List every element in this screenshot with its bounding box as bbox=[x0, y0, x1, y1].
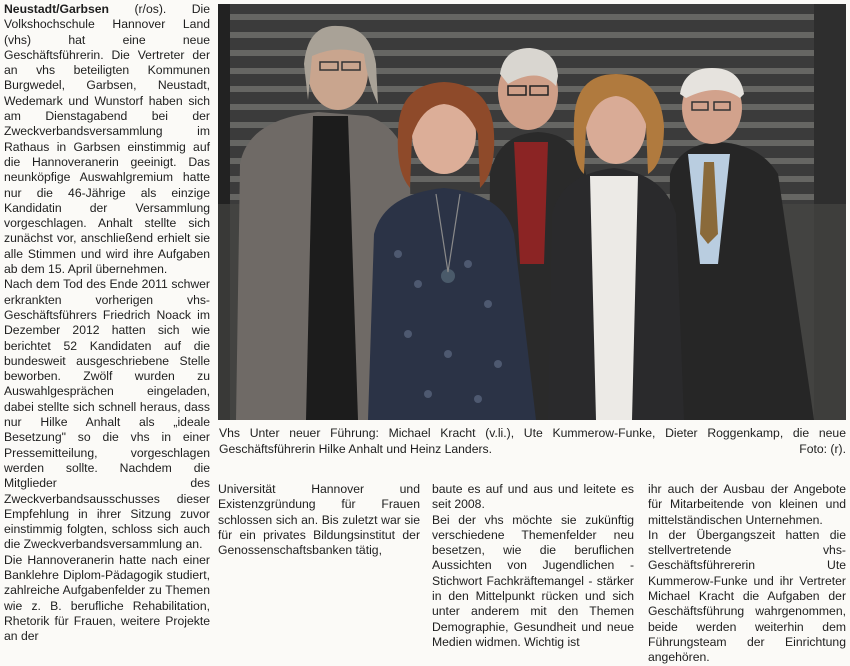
author-tag: (r/os). bbox=[134, 2, 167, 16]
paragraph-text: Die Volkshochschule Hannover Land (vhs) hat eine neue Geschäftsführerin. Die Vertreter der an vhs beteiligten Kommunen Burgwedel, Garbsen, Neustadt, Wedemark und Wunstorf haben sich am Dienstagabend bei der Zweckverbandsversammlung im Rathaus in Garbsen einstimmig auf die Hannoveranerin geeinigt. Das neunköpfige Auswahlgremium hatte nur die 46-Jährige als einzige Kandidatin der Versammlung vorgeschlagen. Anhalt stellte sich zunächst vor, anschließend erhielt sie alle Stimmen und wird ihre Aufgaben ab dem 15. April übernehmen. bbox=[4, 2, 211, 277]
article-column-2 bbox=[218, 482, 420, 558]
paragraph: Die Hannoveranerin hatte nach einer Banklehre Diplom-Pädagogik studiert, zahlreiche Aufgabenfelder zu Themen wie z. B. berufliche Rehabilitation, Rhetorik für Frauen, weitere Projekte an der bbox=[4, 552, 210, 644]
paragraph: In der Übergangszeit hatten die stellvertretende vhs-Geschäftsführererin Ute Kummerow-Funke und ihr Vertreter Michael Kracht die Aufgaben der Geschäftsführung wahrgenommen, beide werden weiterhin dem Führungsteam der Einrichtung angehören. bbox=[648, 527, 846, 665]
photo-caption bbox=[219, 426, 846, 457]
article-column-4 bbox=[648, 482, 846, 666]
paragraph: baute es auf und aus und leitete es seit 2008. bbox=[432, 482, 634, 512]
caption-text: Vhs Unter neuer Führung: Michael Kracht (v.li.), Ute Kummerow-Funke, Dieter Roggenkamp, die neue Geschäftsführerin Hilke Anhalt und Heinz Landers. bbox=[219, 426, 846, 456]
paragraph: Universität Hannover und Existenzgründung für Frauen schlossen sich an. Bis zuletzt war sie für ein privates Bildungsinstitut der Genossenschaftsbanken tätig, bbox=[218, 482, 420, 558]
dateline: Neustadt/Garbsen bbox=[4, 2, 109, 16]
paragraph: ihr auch der Ausbau der Angebote für Mitarbeitende von kleinen und mittelständischen Unternehmen. bbox=[648, 482, 846, 527]
group-photo bbox=[218, 4, 846, 420]
paragraph: Bei der vhs möchte sie zukünftig verschiedene Themenfelder neu besetzen, wie die beruflichen Aussichten von Jugendlichen - Stichwort Fachkräftemangel - stärker in den Mittelpunkt rücken und sich unter anderem mit den Themen Demographie, Gesundheit und neue Medien widmen. Wichtig ist bbox=[432, 512, 634, 649]
photo-credit: Foto: (r). bbox=[799, 441, 846, 456]
paragraph: Nach dem Tod des Ende 2011 schwer erkrankten vorherigen vhs-Geschäftsführers Friedrich Noack im Dezember 2012 hatten sich wie berichtet 52 Kandidaten auf die bundesweit ausgeschriebene Stelle beworben. Zwölf wurden zu Auswahlgesprächen eingeladen, dabei stellte sich schnell heraus, dass nur Hilke Anhalt als „ideale Besetzung" so die vhs in einer Pressemitteilung, vorgeschlagen werden sollte. Nachdem die Mitglieder des Zweckverbandsausschusses dieser Empfehlung in ihrer Sitzung zuvor einstimmig folgten, schloss sich auch die Zweckverbandsversammlung an. bbox=[4, 277, 210, 552]
lead-paragraph bbox=[4, 2, 210, 277]
article-column-1 bbox=[4, 2, 210, 644]
article-column-3 bbox=[432, 482, 634, 650]
